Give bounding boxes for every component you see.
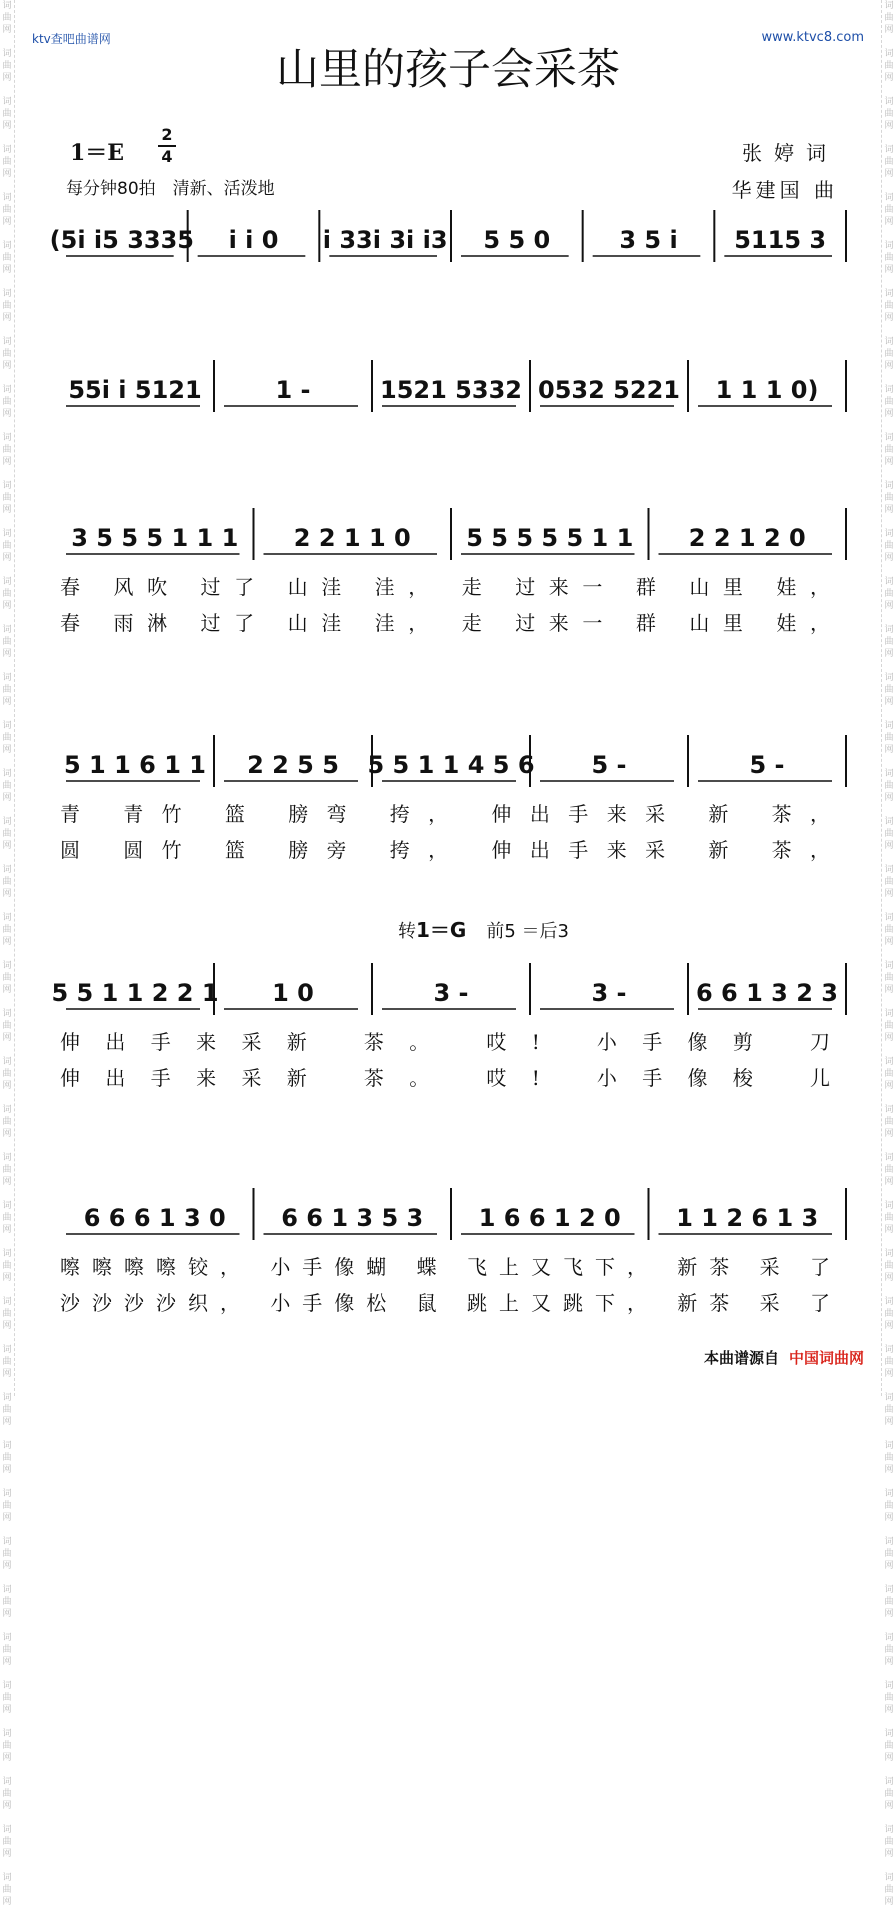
lyric-line: 伸出手来采新 茶。 哎! 小手像剪 刀 [60,1030,830,1054]
measure-notes: 6 6 1 3 5 3 [281,1204,424,1232]
modulation-rule: 前5 ＝后3 [486,921,569,942]
lyric-line: 嚓嚓嚓嚓铰， 小手像蝴 蝶 飞上又飞下， 新茶 采 了 [60,1255,830,1279]
measure-notes: 5 1 1 6 1 1 [64,751,206,779]
measure-notes: 5 5 0 [483,226,551,254]
lyric-line: 沙沙沙沙织， 小手像松 鼠 跳上又跳下， 新茶 采 了 [60,1291,830,1315]
right-side-watermark: 词 曲 网 词 曲 网 词 曲 网 词 曲 网 词 曲 网 词 曲 网 词 曲 网 词 曲 网 词 曲 网 词 曲 网 词 曲 网 词 曲 网 词 曲 网 词 曲 网 词 曲 网 词 曲 网 词 曲 网 词 曲 网 词 曲 网 词 曲 网 词 曲 网 词 曲 网 词 曲 网 词 曲 网 词 曲 网 词 曲 网 词 曲 网 词 曲 网 词 曲 网 词 曲 网 词 曲 网 词 曲 网 词 曲 网 词 曲 网 词 曲 网 词 曲 网 词 曲 网 词 曲 网 词 曲 网 词 曲 网 [881,0,896,1396]
measure-notes: 5 - [749,751,785,779]
time-signature-bottom: 4 [161,147,173,166]
measure-notes: i 33i 3i i3 [322,226,448,254]
measure-notes: 55i i 5121 [68,376,202,404]
source-site: 中国词曲网 [788,1349,864,1367]
measure-notes: 3 5 i [619,226,678,254]
measure-notes: (5i i5 3335 [49,226,194,254]
lyric-line: 青 青竹 篮 膀弯 挎， 伸出手来采 新 茶， [60,802,831,826]
measure-notes: 2 2 5 5 [247,751,339,779]
measure-notes: 1 6 6 1 2 0 [478,1204,621,1232]
measure-notes: 5 5 1 1 2 2 1 [51,979,219,1007]
measure-notes: 6 6 6 1 3 0 [83,1204,226,1232]
left-side-watermark: 词 曲 网 词 曲 网 词 曲 网 词 曲 网 词 曲 网 词 曲 网 词 曲 网 词 曲 网 词 曲 网 词 曲 网 词 曲 网 词 曲 网 词 曲 网 词 曲 网 词 曲 网 词 曲 网 词 曲 网 词 曲 网 词 曲 网 词 曲 网 词 曲 网 词 曲 网 词 曲 网 词 曲 网 词 曲 网 词 曲 网 词 曲 网 词 曲 网 词 曲 网 词 曲 网 词 曲 网 词 曲 网 词 曲 网 词 曲 网 词 曲 网 词 曲 网 词 曲 网 词 曲 网 词 曲 网 词 曲 网 [0,0,15,1396]
measure-notes: i i 0 [228,226,279,254]
measure-notes: 2 2 1 1 0 [293,524,411,552]
modulation-prefix: 转 [398,921,416,942]
lyric-line: 春 风吹 过了 山洼 洼， 走 过来一 群 山里 娃， [60,575,830,599]
measure-notes: 6 6 1 3 2 3 [696,979,838,1007]
lyric-line: 圆 圆竹 篮 膀旁 挎， 伸出手来采 新 茶， [60,838,831,862]
source-label: 本曲谱源自 [703,1349,779,1367]
measure-notes: 2 2 1 2 0 [688,524,806,552]
measure-notes: 3 - [433,979,469,1007]
measure-notes: 1521 5332 [380,376,522,404]
lyric-line: 伸出手来采新 茶。 哎! 小手像梭 儿 [60,1066,830,1090]
measure-notes: 5 5 1 1 4 5 6 [367,751,535,779]
watermark-left: ktv查吧曲谱网 [32,32,111,46]
measure-notes: 1 1 2 6 1 3 [676,1204,819,1232]
lyric-line: 春 雨淋 过了 山洼 洼， 走 过来一 群 山里 娃， [60,611,830,635]
measure-notes: 5115 3 [734,226,827,254]
measure-notes: 0532 5221 [538,376,680,404]
measure-notes: 5 - [591,751,627,779]
time-signature-top: 2 [161,125,173,144]
watermark-right: www.ktvc8.com [761,30,864,45]
measure-notes: 1 0 [272,979,314,1007]
composer-credit: 华建国 曲 [731,178,838,202]
source-credit [704,1347,864,1368]
song-title: 山里的孩子会采茶 [276,45,620,95]
modulation-key: 1＝G [416,918,467,942]
measure-notes: 3 - [591,979,627,1007]
measure-notes: 5 5 5 5 5 1 1 [466,524,634,552]
measure-notes: 1 1 1 0) [715,376,819,404]
key-signature: 1＝E [70,140,125,166]
measure-notes: 1 - [275,376,311,404]
lyricist-credit: 张婷词 [742,141,838,165]
tempo-marking: 每分钟80拍 清新、活泼地 [66,179,275,199]
measure-notes: 3 5 5 5 1 1 1 [71,524,239,552]
